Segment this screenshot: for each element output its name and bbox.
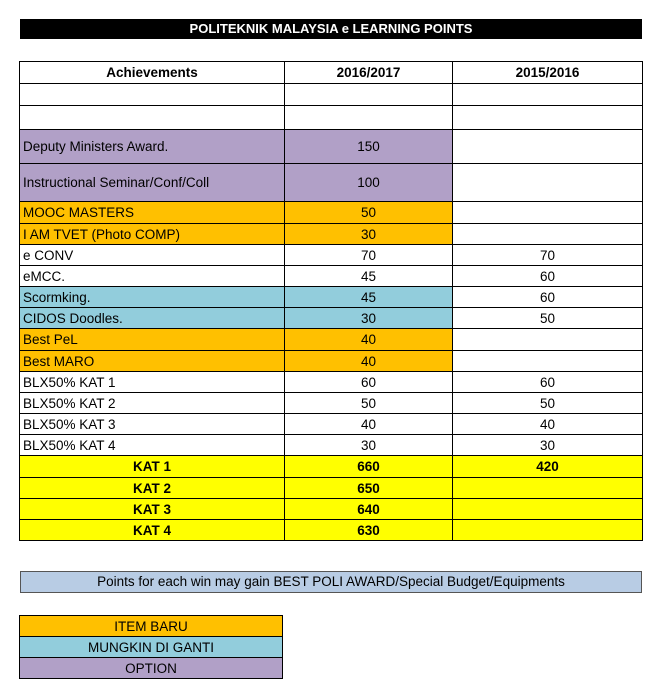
points-2015-2016-cell	[453, 329, 643, 351]
points-2015-2016-cell	[453, 351, 643, 372]
total-2016-2017-cell: 630	[285, 520, 453, 541]
points-2016-2017-cell: 45	[285, 266, 453, 287]
points-2016-2017-cell: 70	[285, 245, 453, 266]
achievement-cell: BLX50% KAT 3	[20, 414, 285, 435]
points-2015-2016-cell: 50	[453, 393, 643, 414]
table-row	[20, 351, 643, 372]
total-label-cell: KAT 2	[20, 478, 285, 499]
achievement-cell: Best MARO	[20, 351, 285, 372]
legend-item: ITEM BARU	[20, 616, 283, 637]
points-2016-2017-cell: 50	[285, 393, 453, 414]
points-2015-2016-cell: 50	[453, 308, 643, 329]
points-2016-2017-cell	[285, 106, 453, 130]
table-row	[20, 84, 643, 106]
achievement-cell: eMCC.	[20, 266, 285, 287]
achievement-cell: CIDOS Doodles.	[20, 308, 285, 329]
points-2015-2016-cell	[453, 164, 643, 202]
note-banner: Points for each win may gain BEST POLI AWARD/Special Budget/Equipments	[20, 571, 642, 593]
total-label-cell: KAT 1	[20, 456, 285, 478]
legend-item: OPTION	[20, 658, 283, 679]
table-row	[20, 224, 643, 245]
table-row	[20, 393, 643, 414]
points-2016-2017-cell	[285, 84, 453, 106]
achievement-cell: e CONV	[20, 245, 285, 266]
table-row	[20, 202, 643, 224]
table-row	[20, 245, 643, 266]
table-row	[20, 372, 643, 393]
achievement-cell	[20, 84, 285, 106]
achievement-cell: BLX50% KAT 2	[20, 393, 285, 414]
points-2015-2016-cell: 70	[453, 245, 643, 266]
points-2015-2016-cell: 60	[453, 287, 643, 308]
points-2015-2016-cell: 40	[453, 414, 643, 435]
achievement-cell: Instructional Seminar/Conf/Coll	[20, 164, 285, 202]
total-2015-2016-cell	[453, 499, 643, 520]
points-2016-2017-cell: 150	[285, 130, 453, 164]
total-2015-2016-cell: 420	[453, 456, 643, 478]
achievement-cell: Deputy Ministers Award.	[20, 130, 285, 164]
header-2016-2017: 2016/2017	[285, 62, 453, 84]
points-2015-2016-cell: 30	[453, 435, 643, 456]
points-2016-2017-cell: 50	[285, 202, 453, 224]
legend-table	[19, 615, 283, 679]
points-2015-2016-cell	[453, 106, 643, 130]
points-2015-2016-cell	[453, 224, 643, 245]
total-row	[20, 456, 643, 478]
total-label-cell: KAT 3	[20, 499, 285, 520]
header-2015-2016: 2015/2016	[453, 62, 643, 84]
total-2015-2016-cell	[453, 520, 643, 541]
legend-row	[20, 658, 283, 679]
total-row	[20, 478, 643, 499]
achievement-cell: Scormking.	[20, 287, 285, 308]
total-row	[20, 499, 643, 520]
total-label-cell: KAT 4	[20, 520, 285, 541]
achievement-cell: Best PeL	[20, 329, 285, 351]
points-2015-2016-cell	[453, 84, 643, 106]
table-row	[20, 435, 643, 456]
points-2016-2017-cell: 30	[285, 224, 453, 245]
achievement-cell: BLX50% KAT 4	[20, 435, 285, 456]
table-row	[20, 414, 643, 435]
points-2015-2016-cell	[453, 130, 643, 164]
table-row	[20, 287, 643, 308]
total-row	[20, 520, 643, 541]
points-2016-2017-cell: 40	[285, 414, 453, 435]
total-2016-2017-cell: 650	[285, 478, 453, 499]
points-2015-2016-cell	[453, 202, 643, 224]
sheet-title: POLITEKNIK MALAYSIA e LEARNING POINTS	[20, 19, 642, 39]
points-2016-2017-cell: 40	[285, 351, 453, 372]
total-2016-2017-cell: 660	[285, 456, 453, 478]
achievement-cell: BLX50% KAT 1	[20, 372, 285, 393]
points-table	[19, 61, 643, 541]
points-2016-2017-cell: 45	[285, 287, 453, 308]
table-row	[20, 106, 643, 130]
achievement-cell: I AM TVET (Photo COMP)	[20, 224, 285, 245]
points-2016-2017-cell: 60	[285, 372, 453, 393]
points-2015-2016-cell: 60	[453, 372, 643, 393]
points-2016-2017-cell: 100	[285, 164, 453, 202]
points-2016-2017-cell: 30	[285, 435, 453, 456]
legend-item: MUNGKIN DI GANTI	[20, 637, 283, 658]
table-row	[20, 164, 643, 202]
legend-row	[20, 616, 283, 637]
achievement-cell: MOOC MASTERS	[20, 202, 285, 224]
points-2016-2017-cell: 30	[285, 308, 453, 329]
header-row	[20, 62, 643, 84]
table-row	[20, 266, 643, 287]
total-2015-2016-cell	[453, 478, 643, 499]
header-achievements: Achievements	[20, 62, 285, 84]
legend-row	[20, 637, 283, 658]
total-2016-2017-cell: 640	[285, 499, 453, 520]
achievement-cell	[20, 106, 285, 130]
table-row	[20, 308, 643, 329]
points-2016-2017-cell: 40	[285, 329, 453, 351]
points-2015-2016-cell: 60	[453, 266, 643, 287]
table-row	[20, 329, 643, 351]
table-row	[20, 130, 643, 164]
